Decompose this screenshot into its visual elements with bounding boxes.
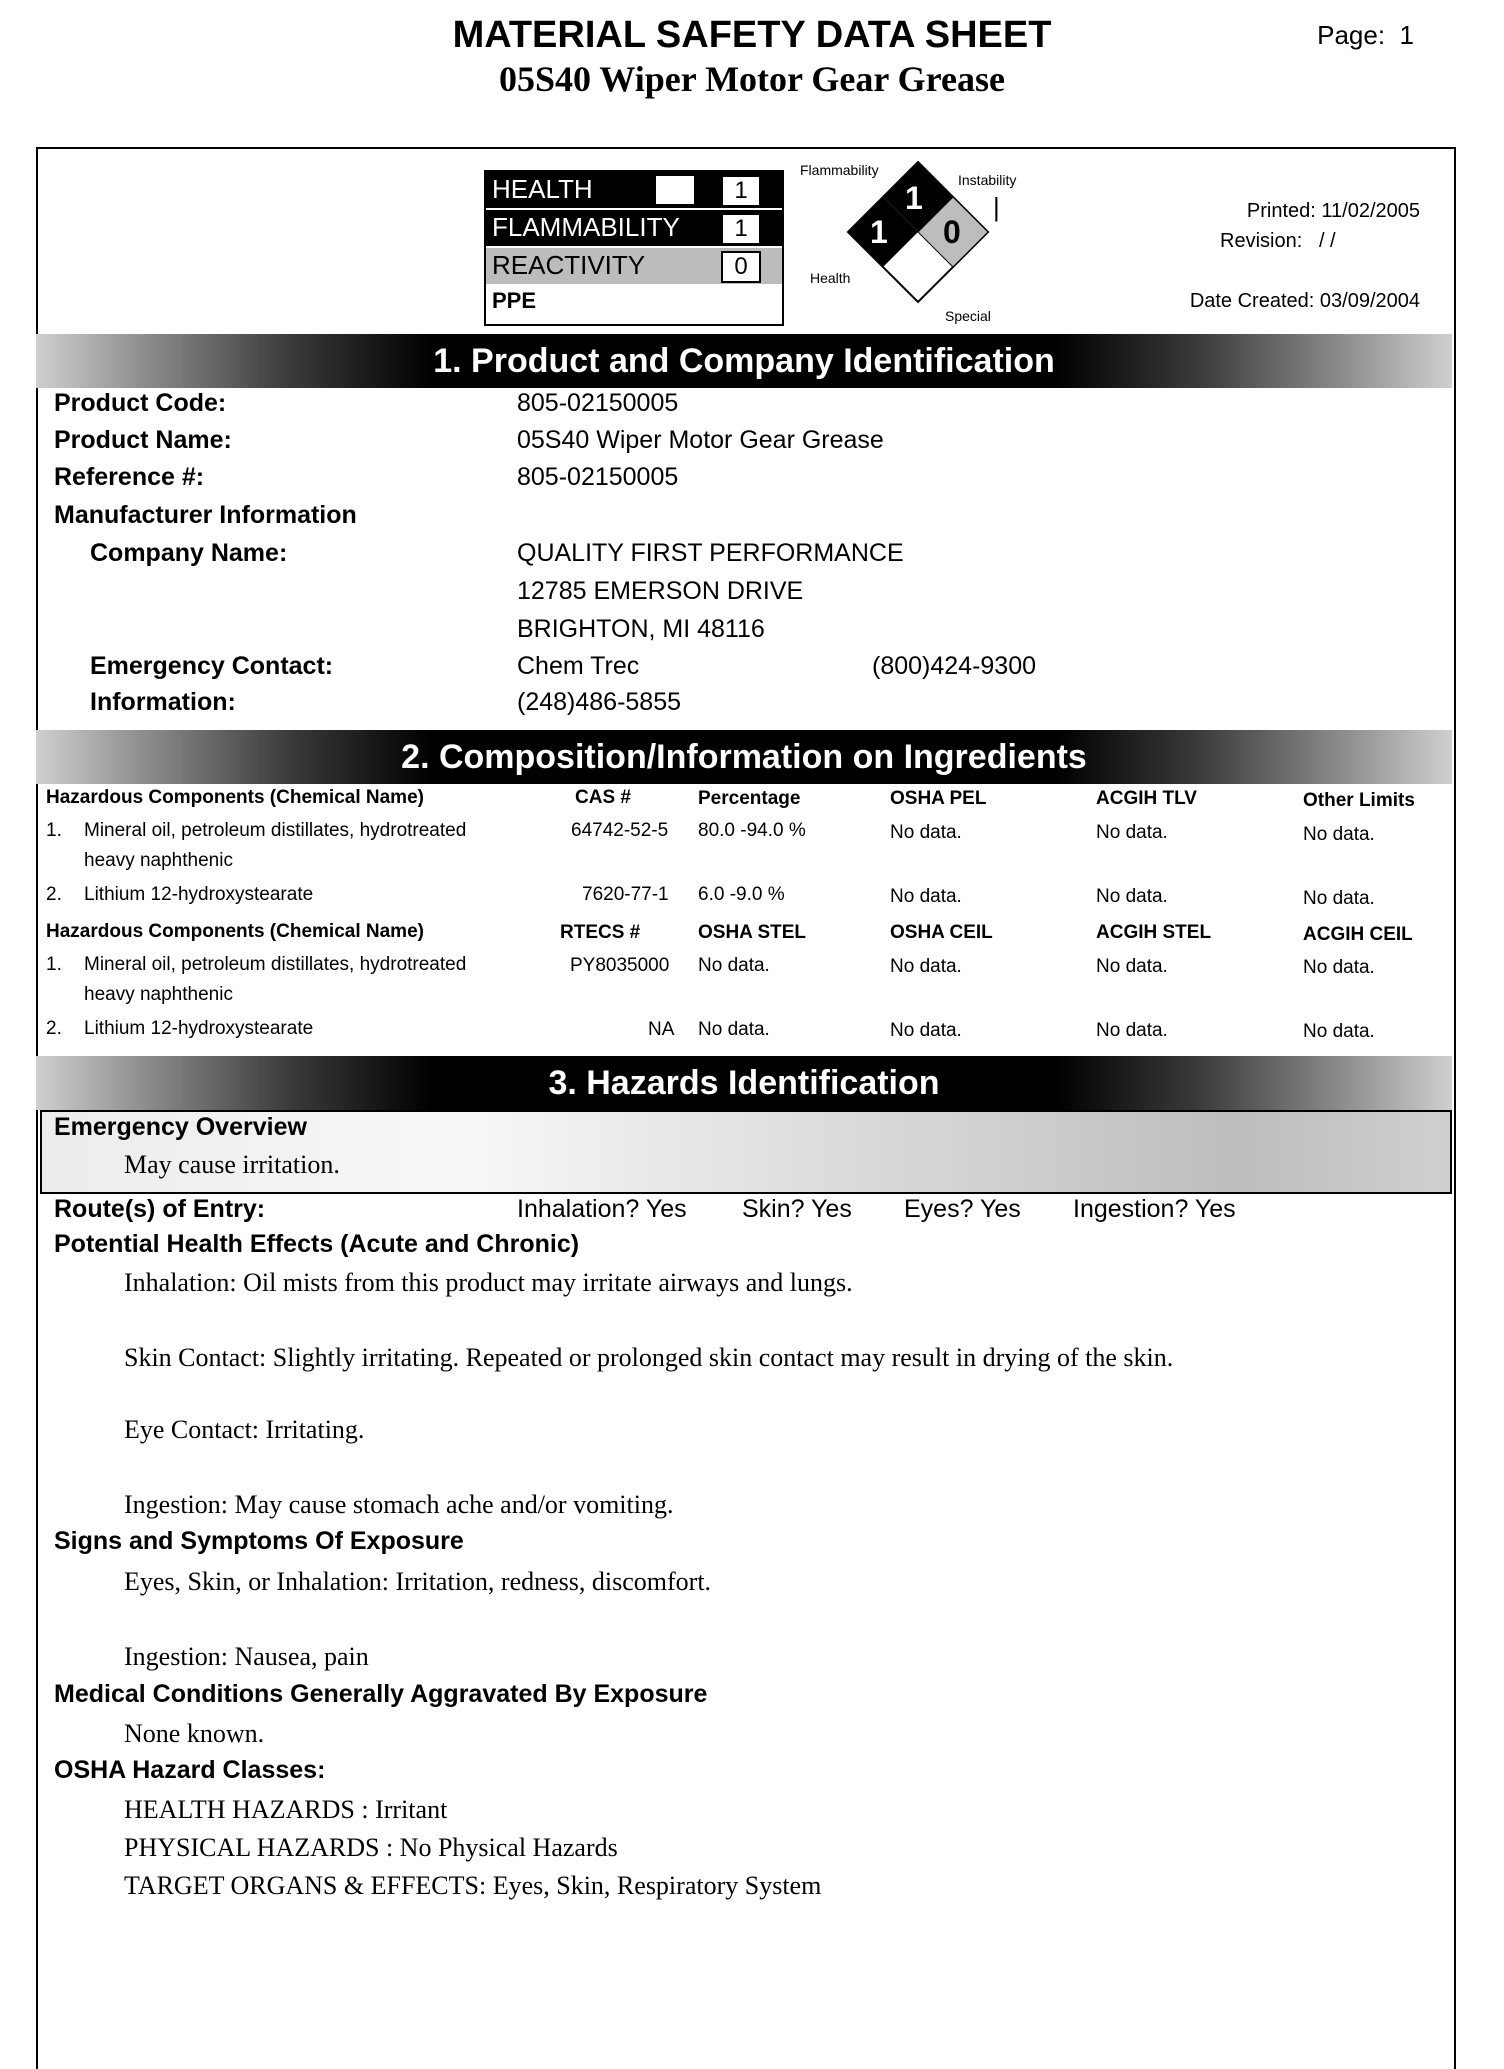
acgih-tlv: No data. — [1096, 886, 1168, 907]
printed-value: 11/02/2005 — [1321, 200, 1420, 222]
route-skin: Skin? Yes — [742, 1195, 852, 1223]
medical-conditions-text: None known. — [124, 1719, 265, 1748]
health-effects-heading: Potential Health Effects (Acute and Chronic) — [54, 1230, 580, 1258]
effect-eye: Eye Contact: Irritating. — [124, 1415, 365, 1444]
other-limits: No data. — [1303, 824, 1375, 845]
hmis-label — [484, 170, 784, 326]
section-2-header: 2. Composition/Information on Ingredients — [36, 730, 1452, 784]
nfpa-health-value: 1 — [870, 214, 888, 250]
section-3-header: 3. Hazards Identification — [36, 1056, 1452, 1110]
table-header-component: Hazardous Components (Chemical Name) — [46, 787, 424, 808]
row-number: 2. — [46, 1018, 62, 1039]
hmis-health-label: HEALTH — [492, 174, 593, 204]
product-code-value: 805-02150005 — [517, 389, 679, 417]
osha-pel: No data. — [890, 886, 962, 907]
osha-hazard-classes-heading: OSHA Hazard Classes: — [54, 1756, 326, 1784]
hmis-ppe-row — [486, 286, 782, 322]
route-inhalation: Inhalation? Yes — [517, 1195, 687, 1223]
information-phone: (248)486-5855 — [517, 688, 682, 716]
product-name-value: 05S40 Wiper Motor Gear Grease — [517, 426, 884, 454]
route-eyes: Eyes? Yes — [904, 1195, 1021, 1223]
nfpa-diamond — [800, 152, 1030, 337]
osha-ceil: No data. — [890, 956, 962, 977]
page-indicator — [1317, 20, 1414, 51]
printed-label: Printed: — [1246, 200, 1316, 222]
row-number: 1. — [46, 954, 62, 975]
manufacturer-heading: Manufacturer Information — [54, 501, 357, 529]
row-number: 2. — [46, 884, 62, 905]
nfpa-health-label: Health — [810, 270, 851, 286]
osha-pel: No data. — [890, 822, 962, 843]
emergency-contact-name: Chem Trec — [517, 652, 640, 680]
effect-ingestion: Ingestion: May cause stomach ache and/or vomiting. — [124, 1490, 674, 1519]
printed-date — [1247, 200, 1420, 223]
nfpa-flammability-value: 1 — [905, 180, 923, 216]
routes-of-entry-label: Route(s) of Entry: — [54, 1195, 266, 1223]
component-name-cont: heavy naphthenic — [84, 850, 233, 871]
reference-value: 805-02150005 — [517, 463, 679, 491]
symptoms-heading: Signs and Symptoms Of Exposure — [54, 1527, 464, 1555]
document-title: MATERIAL SAFETY DATA SHEET — [452, 14, 1052, 56]
section-1-header: 1. Product and Company Identification — [36, 334, 1452, 388]
hmis-ppe-label: PPE — [492, 288, 537, 313]
nfpa-instability-value: 0 — [943, 214, 961, 250]
component-name-cont: heavy naphthenic — [84, 984, 233, 1005]
created-label: Date Created: — [1189, 290, 1315, 312]
hmis-flammability-label: FLAMMABILITY — [492, 212, 680, 242]
cas-number: 7620-77-1 — [582, 884, 669, 905]
emergency-contact-label: Emergency Contact: — [90, 652, 334, 680]
hmis-health-row — [486, 172, 782, 208]
page-number: 1 — [1399, 20, 1414, 50]
hmis-reactivity-value: 0 — [721, 251, 761, 283]
hmis-reactivity-label: REACTIVITY — [492, 250, 646, 280]
nfpa-special-value: | — [993, 192, 1000, 222]
acgih-stel: No data. — [1096, 1020, 1168, 1041]
table-header-component-2: Hazardous Components (Chemical Name) — [46, 921, 424, 942]
emergency-contact-phone: (800)424-9300 — [872, 652, 1037, 680]
revision — [1220, 230, 1336, 253]
osha-health-hazards: HEALTH HAZARDS : Irritant — [124, 1795, 448, 1824]
effect-skin: Skin Contact: Slightly irritating. Repeated or prolonged skin contact may result in drying of the skin. — [124, 1343, 1174, 1372]
effect-inhalation: Inhalation: Oil mists from this product may irritate airways and lungs. — [124, 1268, 853, 1297]
table-header-osha-ceil: OSHA CEIL — [890, 922, 993, 943]
product-name-label: Product Name: — [54, 426, 232, 454]
percentage: 6.0 -9.0 % — [698, 884, 785, 905]
nfpa-instability-label: Instability — [958, 172, 1017, 188]
osha-ceil: No data. — [890, 1020, 962, 1041]
emergency-overview-text: May cause irritation. — [124, 1150, 340, 1179]
table-header-cas: CAS # — [575, 787, 631, 808]
acgih-ceil: No data. — [1303, 957, 1375, 978]
revision-label: Revision: — [1220, 230, 1303, 252]
percentage: 80.0 -94.0 % — [698, 820, 806, 841]
information-label: Information: — [90, 688, 236, 716]
product-code-label: Product Code: — [54, 389, 227, 417]
osha-stel: No data. — [698, 955, 770, 976]
hmis-reactivity-row — [486, 248, 782, 284]
osha-physical-hazards: PHYSICAL HAZARDS : No Physical Hazards — [124, 1833, 618, 1862]
acgih-tlv: No data. — [1096, 822, 1168, 843]
other-limits: No data. — [1303, 888, 1375, 909]
table-header-acgih-stel: ACGIH STEL — [1096, 922, 1212, 943]
medical-conditions-heading: Medical Conditions Generally Aggravated By Exposure — [54, 1680, 708, 1708]
company-address: 12785 EMERSON DRIVE — [517, 577, 804, 605]
acgih-stel: No data. — [1096, 956, 1168, 977]
symptom-2: Ingestion: Nausea, pain — [124, 1642, 369, 1671]
nfpa-flammability-label: Flammability — [800, 162, 879, 178]
hmis-flammability-row — [486, 210, 782, 246]
emergency-overview-label: Emergency Overview — [54, 1113, 307, 1141]
component-name: Lithium 12-hydroxystearate — [84, 884, 314, 905]
date-created — [1190, 290, 1420, 313]
nfpa-special-label: Special — [945, 308, 991, 324]
osha-target-organs: TARGET ORGANS & EFFECTS: Eyes, Skin, Respiratory System — [124, 1871, 822, 1900]
table-header-percentage: Percentage — [698, 788, 801, 809]
table-header-acgih-tlv: ACGIH TLV — [1096, 788, 1197, 809]
document-subtitle: 05S40 Wiper Motor Gear Grease — [499, 59, 1005, 99]
hmis-health-value: 1 — [721, 175, 761, 207]
symptom-1: Eyes, Skin, or Inhalation: Irritation, redness, discomfort. — [124, 1567, 712, 1596]
page-label: Page: — [1317, 20, 1386, 50]
component-name: Lithium 12-hydroxystearate — [84, 1018, 314, 1039]
hmis-flammability-value: 1 — [721, 213, 761, 245]
reference-label: Reference #: — [54, 463, 205, 491]
rtecs-number: NA — [648, 1019, 675, 1040]
component-name: Mineral oil, petroleum distillates, hydrotreated — [84, 954, 467, 975]
revision-value: / / — [1318, 230, 1336, 252]
acgih-ceil: No data. — [1303, 1021, 1375, 1042]
cas-number: 64742-52-5 — [571, 820, 669, 841]
row-number: 1. — [46, 820, 62, 841]
table-header-rtecs: RTECS # — [560, 922, 641, 943]
osha-stel: No data. — [698, 1019, 770, 1040]
component-name: Mineral oil, petroleum distillates, hydrotreated — [84, 820, 467, 841]
hmis-chronic-box — [656, 176, 694, 204]
route-ingestion: Ingestion? Yes — [1073, 1195, 1236, 1223]
rtecs-number: PY8035000 — [570, 955, 670, 976]
table-header-osha-stel: OSHA STEL — [698, 922, 807, 943]
company-name-value: QUALITY FIRST PERFORMANCE — [517, 539, 904, 567]
company-city: BRIGHTON, MI 48116 — [517, 615, 765, 643]
company-name-label: Company Name: — [90, 539, 288, 567]
table-header-other-limits: Other Limits — [1303, 790, 1415, 811]
created-value: 03/09/2004 — [1319, 290, 1420, 312]
table-header-osha-pel: OSHA PEL — [890, 788, 987, 809]
table-header-acgih-ceil: ACGIH CEIL — [1303, 924, 1413, 945]
